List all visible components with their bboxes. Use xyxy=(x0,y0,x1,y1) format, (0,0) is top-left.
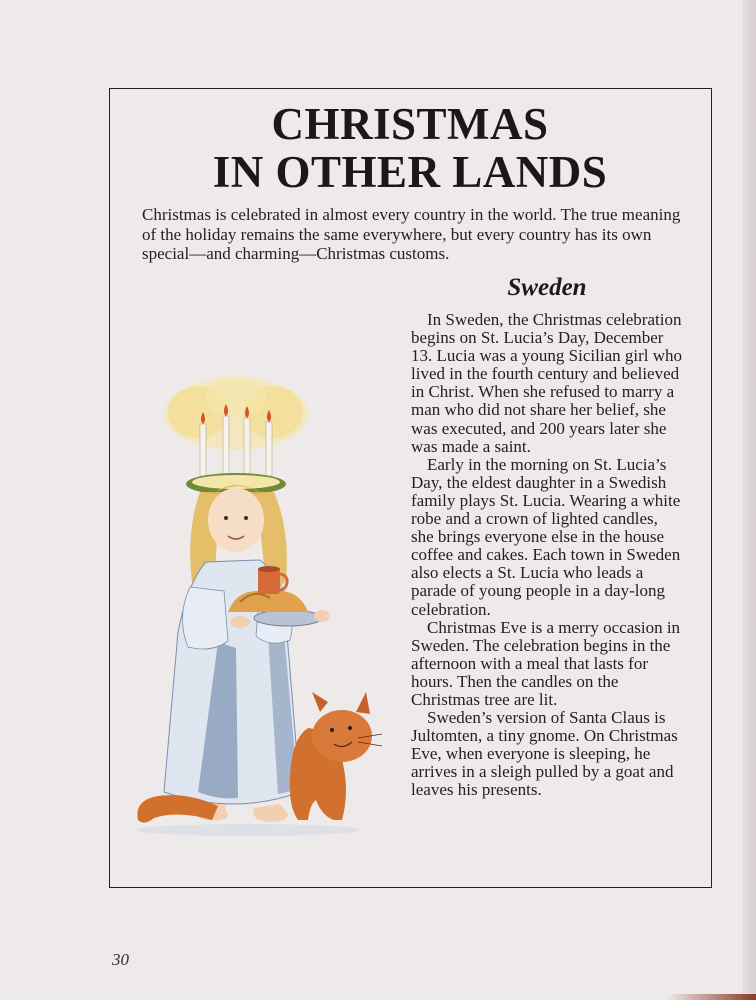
title-line-1: CHRISTMAS xyxy=(271,99,549,149)
page-title xyxy=(110,100,710,196)
sweden-paragraph-1: In Sweden, the Christmas celebration begins on St. Lucia’s Day, December 13. Lucia was a young Sicilian girl who lived in the fourth century and believed in Christ. When she refused to marry a man who did not share her belief, she was executed, and 200 years later she was made a saint. xyxy=(411,310,683,456)
sweden-text-column xyxy=(411,311,683,800)
sweden-paragraph-2: Early in the morning on St. Lucia’s Day, the eldest daughter in a Swedish family plays St. Lucia. Wearing a white robe and a crown of lighted candles, she brings everyone else in the house coffee and cakes. Each town in Sweden also elects a St. Lucia who leads a parade of young people in a day-long celebration. xyxy=(411,454,681,619)
candle-glow xyxy=(164,375,308,450)
page-number: 30 xyxy=(112,950,129,969)
intro-paragraph: Christmas is celebrated in almost every country in the world. The true meaning of the holiday remains the same everywhere, but every country has its own special—and charming—Christmas customs. xyxy=(142,205,681,263)
sweden-paragraph-3: Christmas Eve is a merry occasion in Sweden. The celebration begins in the afternoon with a meal that lasts for hours. Then the candles on the Christmas tree are lit. xyxy=(411,617,681,709)
face-shape xyxy=(208,488,264,552)
page-edge-shadow xyxy=(742,0,756,1000)
book-cover-edge xyxy=(666,994,756,1000)
section-heading-sweden: Sweden xyxy=(507,274,587,301)
title-line-2: IN OTHER LANDS xyxy=(212,147,608,197)
sweden-paragraph-4: Sweden’s version of Santa Claus is Jultomten, a tiny gnome. On Christmas Eve, when everyone is sleeping, he arrives in a sleigh pulled by a goat and leaves his presents. xyxy=(411,708,678,800)
st-lucia-illustration xyxy=(128,372,390,847)
